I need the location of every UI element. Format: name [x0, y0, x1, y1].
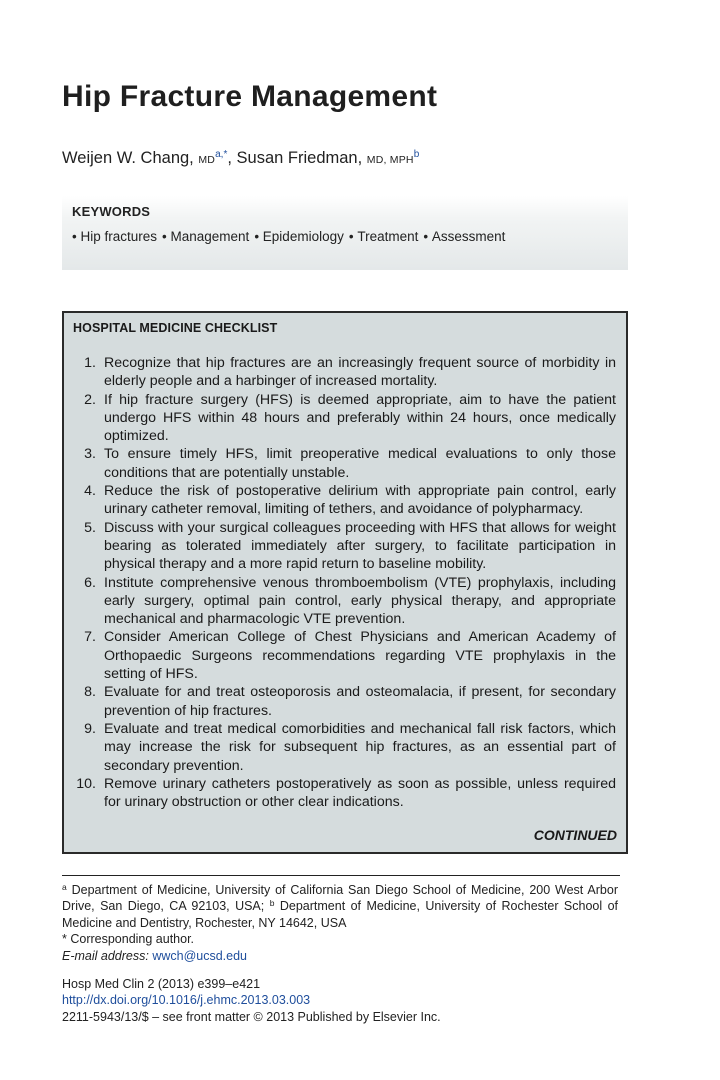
checklist-item-text: Institute comprehensive venous thromboembolism (VTE) prophylaxis, including early surgery, optimal pain control, early physical therapy, and appropriate mechanical and pharmacologic VTE prevention. [104, 574, 616, 628]
keywords-list [72, 229, 510, 244]
checklist-item-text: Recognize that hip fractures are an increasingly frequent source of morbidity in elderly people and a harbinger of increased mortality. [104, 355, 616, 390]
checklist-item [84, 628, 616, 683]
checklist-item-number: 10. [76, 775, 96, 792]
affiliation-b: Department of Medicine, University of Rochester School of Medicine and Dentistry, Rochester, NY 14642, USA [62, 899, 618, 930]
author-line [62, 149, 419, 168]
checklist-item-text: Evaluate for and treat osteoporosis and osteomalacia, if present, for secondary prevention of hip fractures. [104, 684, 616, 719]
author-2-name: Susan Friedman, [236, 149, 363, 167]
affiliation-link-a[interactable]: a, [215, 149, 224, 160]
affiliation-link-b[interactable]: b [413, 149, 420, 160]
corresponding-author-link[interactable]: * [223, 149, 228, 160]
email-link[interactable]: wwch@ucsd.edu [152, 948, 248, 963]
checklist-item-number: 7. [84, 629, 96, 646]
checklist-item-number: 9. [84, 720, 96, 737]
checklist-item-text: Discuss with your surgical colleagues proceeding with HFS that allows for weight bearing as tolerated immediately after surgery, to facilitate participation in physical therapy and a more rapid return to baseline mobility. [104, 519, 616, 573]
author-1-degree: MD [198, 154, 216, 166]
checklist-item-text: Evaluate and treat medical comorbidities and mechanical fall risk factors, which may increase the risk for subsequent hip fractures, as an essential part of secondary prevention. [104, 720, 616, 774]
checklist-item [84, 519, 616, 574]
citation-block [62, 976, 441, 1025]
checklist-item-number: 2. [84, 391, 96, 408]
checklist-item-number: 4. [84, 483, 96, 500]
checklist-item [84, 391, 616, 446]
email-label: E-mail address: [62, 948, 149, 963]
email-line [62, 948, 618, 964]
author-1-name: Weijen W. Chang, [62, 149, 194, 167]
author-separator: , [227, 149, 232, 167]
keywords-box [62, 196, 628, 270]
keyword-item: • Epidemiology [254, 229, 344, 244]
checklist-item-number: 3. [84, 446, 96, 463]
checklist-item-number: 5. [84, 519, 96, 536]
footnotes [62, 882, 618, 964]
checklist-item-text: Reduce the risk of postoperative delirium with appropriate pain control, early urinary catheter removal, limiting of tethers, and avoidance of polypharmacy. [104, 483, 616, 518]
checklist-items [76, 354, 616, 811]
checklist-item-text: To ensure timely HFS, limit preoperative medical evaluations to only those conditions that are potentially unstable. [104, 446, 616, 481]
footnote-mark-a: a [62, 882, 67, 892]
checklist-item-number: 8. [84, 684, 96, 701]
article-title: Hip Fracture Management [62, 80, 438, 113]
author-2-degree: MD, MPH [366, 154, 414, 166]
continued-label: CONTINUED [533, 827, 617, 843]
checklist-item [84, 445, 616, 482]
keyword-item: • Treatment [349, 229, 419, 244]
keyword-item: • Assessment [423, 229, 505, 244]
checklist-item [84, 720, 616, 775]
checklist-item-number: 6. [84, 574, 96, 591]
journal-citation: Hosp Med Clin 2 (2013) e399–e421 [62, 977, 261, 991]
doi-link[interactable]: http://dx.doi.org/10.1016/j.ehmc.2013.03.003 [62, 993, 311, 1008]
footnote-divider [62, 875, 620, 876]
footnote-mark-b: b [269, 898, 275, 909]
keyword-item: • Management [162, 229, 249, 244]
affiliation-a: Department of Medicine, University of California San Diego School of Medicine, 200 West Arbor Drive, San Diego, CA 92103, USA; [62, 883, 618, 914]
keywords-heading: KEYWORDS [72, 204, 151, 219]
checklist-item [84, 683, 616, 720]
checklist-item-text: Remove urinary catheters postoperatively as soon as possible, unless required for urinary obstruction or other clear indications. [104, 775, 616, 811]
copyright-line: 2211-5943/13/$ – see front matter © 2013 Published by Elsevier Inc. [62, 1009, 441, 1024]
checklist-item-text: If hip fracture surgery (HFS) is deemed appropriate, aim to have the patient undergo HFS within 48 hours and preferably within 24 hours, once medically optimized. [104, 391, 616, 445]
checklist-heading: HOSPITAL MEDICINE CHECKLIST [73, 321, 278, 335]
keyword-item: • Hip fractures [72, 229, 157, 244]
corresponding-author-note: * Corresponding author. [62, 932, 195, 947]
affiliations [62, 882, 618, 931]
checklist-item [76, 775, 616, 812]
checklist-item-text: Consider American College of Chest Physicians and American Academy of Orthopaedic Surgeons recommendations regarding VTE prophylaxis in the setting of HFS. [104, 629, 616, 683]
checklist-item-number: 1. [84, 355, 96, 371]
checklist-item [84, 354, 616, 391]
hospital-medicine-checklist [62, 311, 628, 854]
checklist-item [84, 482, 616, 519]
checklist-item [84, 574, 616, 629]
